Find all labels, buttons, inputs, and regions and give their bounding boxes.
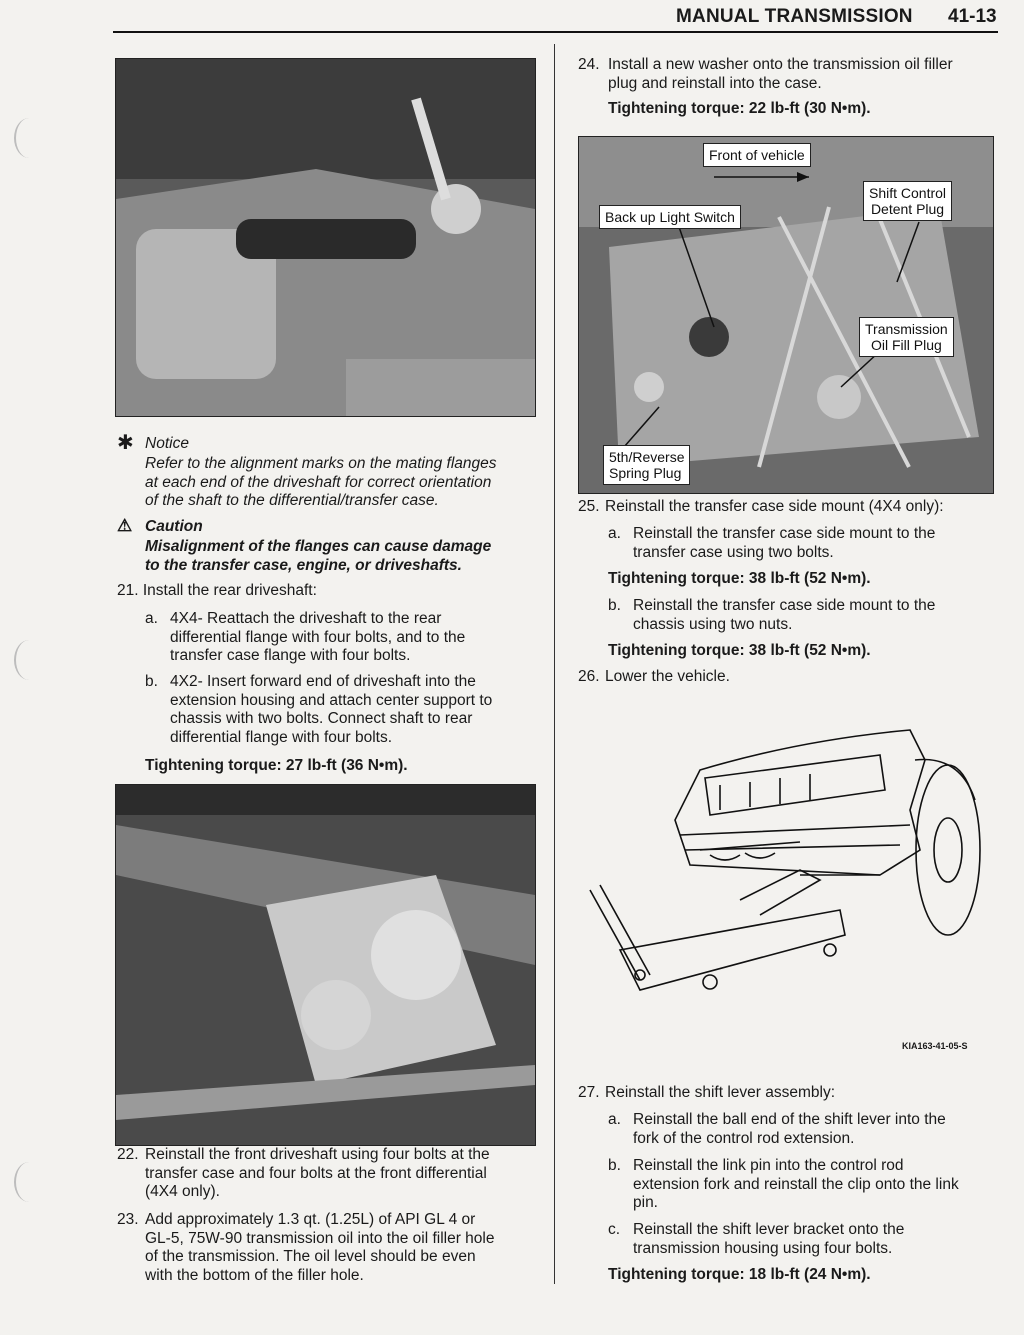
torque-25b: Tightening torque: 38 lb-ft (52 N•m). — [608, 642, 871, 659]
step-22-number: 22. — [117, 1146, 139, 1163]
step-21b-label: b. — [145, 673, 158, 690]
step-25a-label: a. — [608, 525, 621, 542]
torque-25a: Tightening torque: 38 lb-ft (52 N•m). — [608, 570, 871, 587]
notice-icon: ✱ — [117, 432, 134, 454]
step-22-text: Reinstall the front driveshaft using four bolts at the transfer case and four bolts at the front differential (4X4 only). — [145, 1146, 490, 1200]
step-24-number: 24. — [578, 56, 600, 73]
caution-icon: ⚠ — [117, 516, 133, 535]
figure-code: KIA163-41-05-S — [902, 1041, 968, 1051]
step-23-text: Add approximately 1.3 qt. (1.25L) of API GL 4 or GL-5, 75W-90 transmission oil into the oil filler hole of the transmission. The oil level should be even with the bottom of the filler hole. — [145, 1211, 495, 1284]
transfer-case-photo — [115, 784, 536, 1146]
step-27b-label: b. — [608, 1157, 621, 1174]
torque-27: Tightening torque: 18 lb-ft (24 N•m). — [608, 1266, 871, 1283]
step-27a-label: a. — [608, 1111, 621, 1128]
step-25-text: Reinstall the transfer case side mount (4X4 only): — [605, 498, 944, 515]
callout-backup-light-switch: Back up Light Switch — [599, 205, 741, 229]
torque-24: Tightening torque: 22 lb-ft (30 N•m). — [608, 100, 871, 117]
callout-front-of-vehicle: Front of vehicle — [703, 143, 811, 167]
transmission-photo-top — [115, 58, 536, 417]
binder-hole — [14, 640, 44, 680]
callout-shift-control-detent-plug: Shift Control Detent Plug — [863, 181, 952, 221]
notice-text: Refer to the alignment marks on the mating flanges at each end of the driveshaft for correct orientation of the shaft to the differential/transfer case. — [145, 455, 497, 509]
step-21a-text: 4X4- Reattach the driveshaft to the rear differential flange with four bolts, and to the transfer case flange with four bolts. — [170, 610, 466, 664]
step-27b-text: Reinstall the link pin into the control rod extension fork and reinstall the clip onto the link pin. — [633, 1157, 959, 1211]
step-26-text: Lower the vehicle. — [605, 668, 730, 685]
vehicle-jack-illustration — [580, 700, 990, 1010]
header-rule — [113, 31, 998, 33]
step-26-number: 26. — [578, 668, 600, 685]
step-25b-label: b. — [608, 597, 621, 614]
step-27-number: 27. — [578, 1084, 600, 1101]
caution-title: Caution — [145, 518, 203, 535]
step-27c-label: c. — [608, 1221, 621, 1238]
column-divider — [554, 44, 555, 1284]
step-23-number: 23. — [117, 1211, 139, 1228]
binder-hole — [14, 1162, 44, 1202]
transmission-case-photo — [578, 136, 994, 494]
step-24-text: Install a new washer onto the transmission oil filler plug and reinstall into the case. — [608, 56, 953, 92]
callout-5th-reverse-spring-plug: 5th/Reverse Spring Plug — [603, 445, 690, 485]
step-27a-text: Reinstall the ball end of the shift lever into the fork of the control rod extension. — [633, 1111, 946, 1147]
section-title: MANUAL TRANSMISSION — [676, 6, 913, 27]
torque-21: Tightening torque: 27 lb-ft (36 N•m). — [145, 757, 408, 774]
step-25a-text: Reinstall the transfer case side mount to the transfer case using two bolts. — [633, 525, 936, 561]
page-number: 41-13 — [948, 6, 997, 27]
step-21: 21. Install the rear driveshaft: — [117, 582, 317, 599]
step-25b-text: Reinstall the transfer case side mount to the chassis using two nuts. — [633, 597, 936, 633]
binder-hole — [14, 118, 44, 158]
notice-title: Notice — [145, 435, 189, 452]
step-21b-text: 4X2- Insert forward end of driveshaft into the extension housing and attach center support to chassis with two bolts. Connect shaft to rear differential flange with four bolts. — [170, 673, 493, 746]
step-27-text: Reinstall the shift lever assembly: — [605, 1084, 836, 1101]
step-27c-text: Reinstall the shift lever bracket onto the transmission housing using four bolts. — [633, 1221, 905, 1257]
step-21a-label: a. — [145, 610, 158, 627]
step-25-number: 25. — [578, 498, 600, 515]
callout-transmission-oil-fill-plug: Transmission Oil Fill Plug — [859, 317, 954, 357]
caution-text: Misalignment of the flanges can cause damage to the transfer case, engine, or driveshafts. — [145, 538, 492, 574]
